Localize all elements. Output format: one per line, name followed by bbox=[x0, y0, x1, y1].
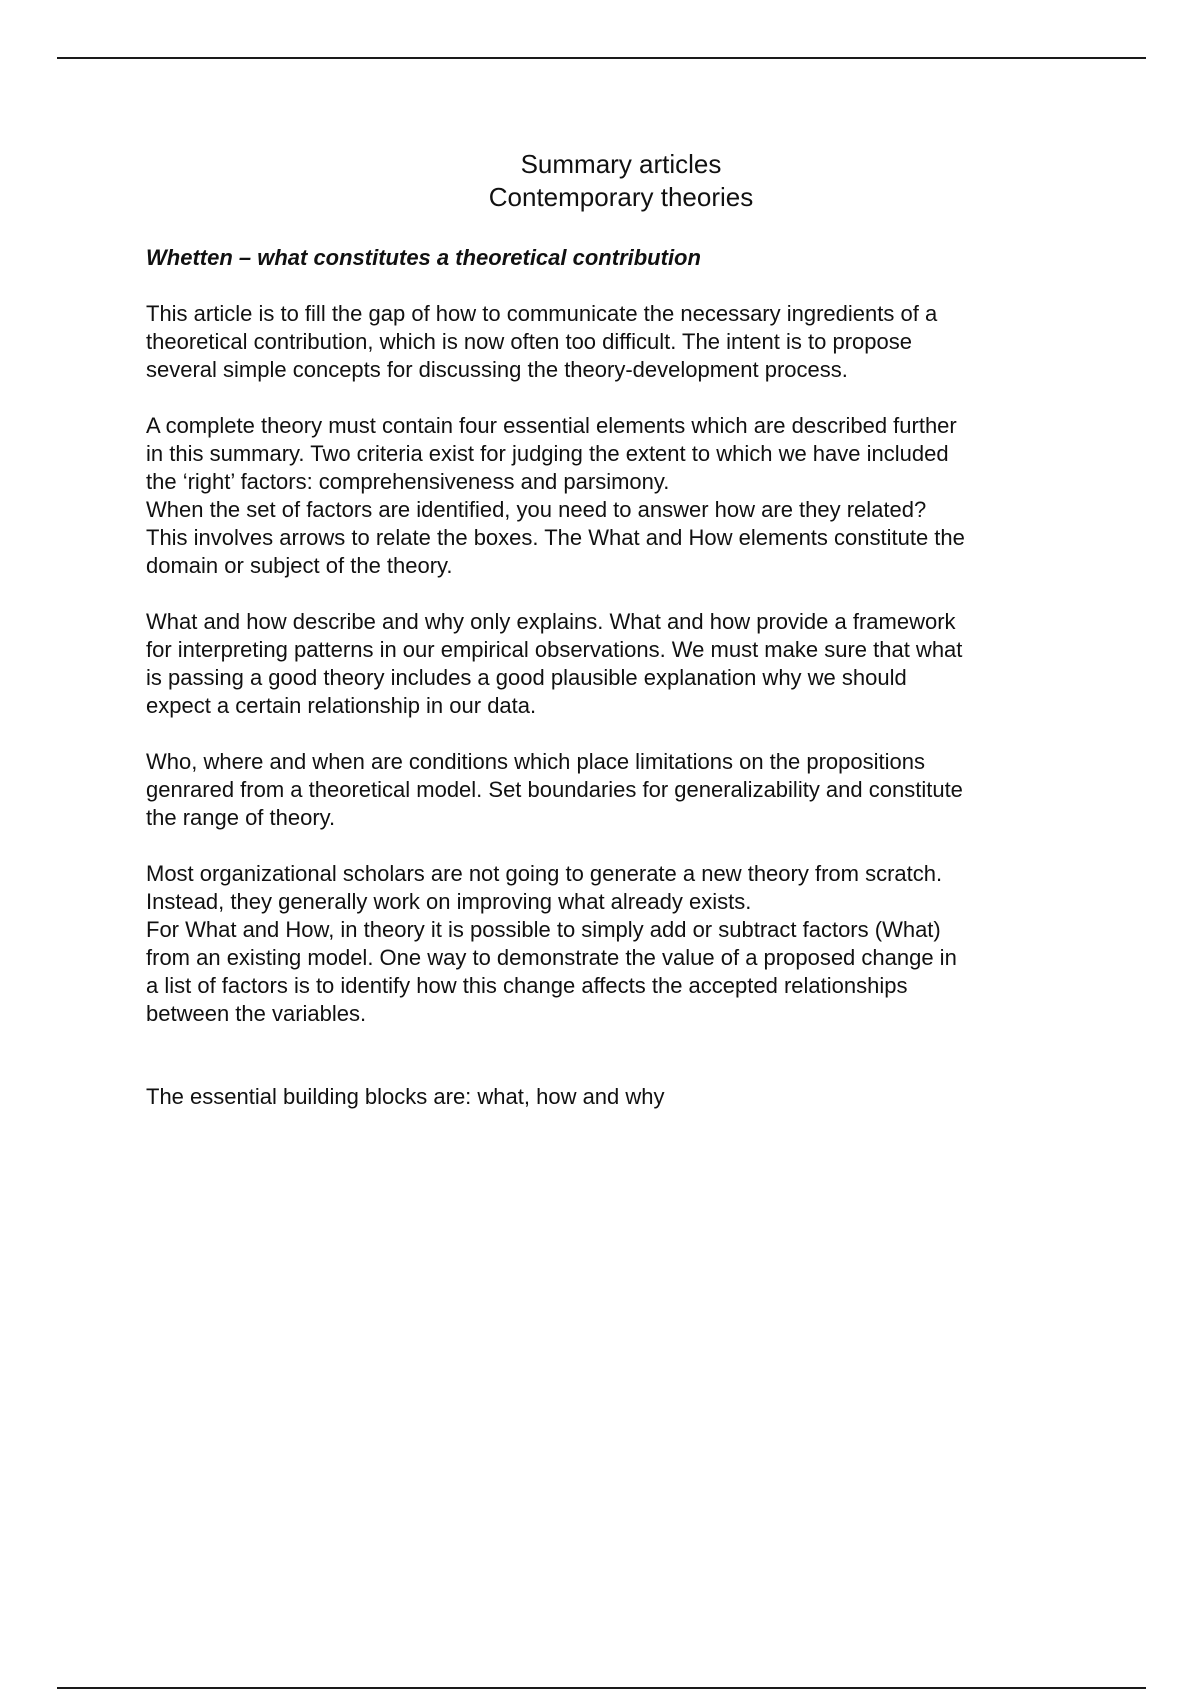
paragraph-line: Who, where and when are conditions which place limitations on the propositions bbox=[146, 749, 925, 774]
paragraph-line: When the set of factors are identified, you need to answer how are they related? bbox=[146, 497, 927, 522]
building-blocks-line: The essential building blocks are: what, how and why bbox=[146, 1084, 665, 1109]
paragraph-line: A complete theory must contain four essential elements which are described further bbox=[146, 413, 957, 438]
top-rule bbox=[57, 57, 1146, 59]
document-title bbox=[146, 148, 1066, 214]
paragraph-1 bbox=[146, 300, 1066, 384]
paragraph-line: is passing a good theory includes a good plausible explanation why we should bbox=[146, 665, 907, 690]
bottom-rule bbox=[57, 1687, 1146, 1689]
paragraph-5 bbox=[146, 860, 1066, 1028]
paragraph-line: Most organizational scholars are not going to generate a new theory from scratch. bbox=[146, 861, 943, 886]
paragraph-line: from an existing model. One way to demonstrate the value of a proposed change in bbox=[146, 945, 957, 970]
paragraph-line: several simple concepts for discussing the theory-development process. bbox=[146, 357, 848, 382]
paragraph-line: for interpreting patterns in our empirical observations. We must make sure that what bbox=[146, 637, 963, 662]
paragraph-line: in this summary. Two criteria exist for judging the extent to which we have included bbox=[146, 441, 949, 466]
paragraph-line: the range of theory. bbox=[146, 805, 336, 830]
paragraph-line: domain or subject of the theory. bbox=[146, 553, 453, 578]
paragraph-line: between the variables. bbox=[146, 1001, 367, 1026]
paragraph-line: Instead, they generally work on improving what already exists. bbox=[146, 889, 752, 914]
section-heading: Whetten – what constitutes a theoretical contribution bbox=[146, 245, 701, 270]
paragraph-2 bbox=[146, 412, 1066, 580]
document-page bbox=[146, 148, 1066, 1111]
paragraph-line: the ‘right’ factors: comprehensiveness and parsimony. bbox=[146, 469, 670, 494]
paragraph-4 bbox=[146, 748, 1066, 832]
paragraph-line: For What and How, in theory it is possible to simply add or subtract factors (What) bbox=[146, 917, 941, 942]
paragraph-line: This article is to fill the gap of how to communicate the necessary ingredients of a bbox=[146, 301, 938, 326]
title-line-2: Contemporary theories bbox=[488, 182, 754, 212]
paragraph-line: expect a certain relationship in our data. bbox=[146, 693, 537, 718]
paragraph-line: What and how describe and why only explains. What and how provide a framework bbox=[146, 609, 956, 634]
paragraph-line: a list of factors is to identify how this change affects the accepted relationships bbox=[146, 973, 908, 998]
paragraph-line: genrared from a theoretical model. Set boundaries for generalizability and constitute bbox=[146, 777, 963, 802]
title-line-1: Summary articles bbox=[520, 149, 722, 179]
paragraph-line: This involves arrows to relate the boxes. The What and How elements constitute the bbox=[146, 525, 965, 550]
paragraph-line: theoretical contribution, which is now often too difficult. The intent is to propose bbox=[146, 329, 912, 354]
paragraph-3 bbox=[146, 608, 1066, 720]
